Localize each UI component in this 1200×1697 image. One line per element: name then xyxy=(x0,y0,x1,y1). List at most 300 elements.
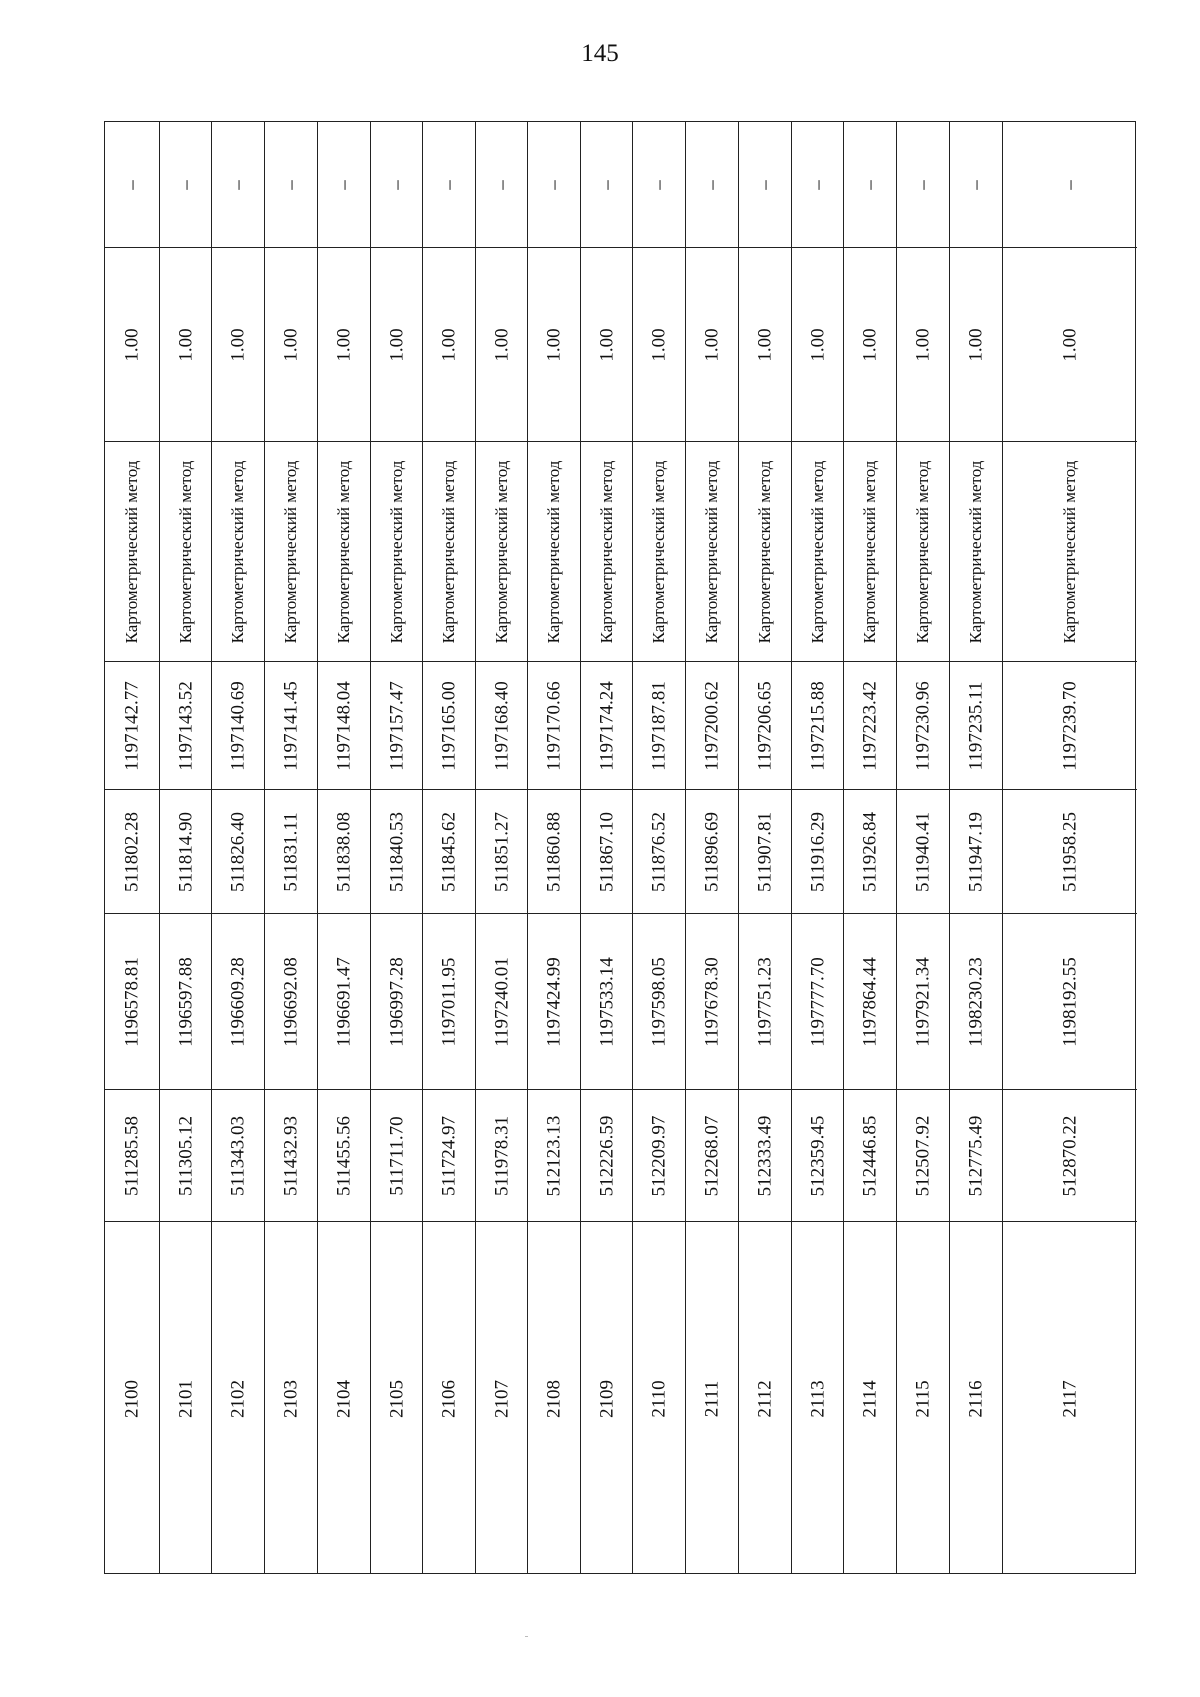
y2-text: 1197143.52 xyxy=(175,680,196,771)
x2-cell xyxy=(844,790,896,914)
y1-cell xyxy=(423,914,475,1090)
y1-text: 1196691.47 xyxy=(333,956,355,1047)
x2-text: 511860.88 xyxy=(543,811,565,892)
precision-cell xyxy=(265,248,317,442)
x1-text: 511305.12 xyxy=(175,1115,196,1196)
y1-cell xyxy=(528,914,580,1090)
x2-cell xyxy=(212,790,264,914)
precision-cell xyxy=(212,248,264,442)
method-cell xyxy=(371,442,422,662)
precision-cell xyxy=(528,248,580,442)
note-text: – xyxy=(333,179,355,190)
x1-cell xyxy=(633,1090,685,1222)
x2-text: 511916.29 xyxy=(807,811,828,892)
point-id-cell xyxy=(265,1222,317,1575)
x1-text: 511455.56 xyxy=(333,1115,355,1196)
x1-cell xyxy=(265,1090,317,1222)
x1-text: 512870.22 xyxy=(1059,1115,1081,1196)
precision-text: 1.00 xyxy=(912,327,934,362)
y1-cell xyxy=(581,914,632,1090)
y2-cell xyxy=(160,662,211,790)
y2-cell xyxy=(528,662,580,790)
precision-text: 1.00 xyxy=(491,327,512,362)
y1-cell xyxy=(1003,914,1137,1090)
x1-cell xyxy=(476,1090,527,1222)
point-id-cell xyxy=(371,1222,422,1575)
precision-cell xyxy=(686,248,738,442)
y1-text: 1197678.30 xyxy=(701,956,723,1047)
x1-cell xyxy=(844,1090,896,1222)
note-cell xyxy=(686,122,738,248)
y2-text: 1197141.45 xyxy=(280,680,302,771)
x2-cell xyxy=(633,790,685,914)
point-id-text: 2109 xyxy=(596,1379,617,1418)
method-text: Картометрический метод xyxy=(439,460,459,643)
note-text: – xyxy=(912,179,934,190)
table-row xyxy=(423,122,476,1573)
x2-cell xyxy=(371,790,422,914)
method-cell xyxy=(1003,442,1137,662)
method-text: Картометрический метод xyxy=(281,460,301,643)
y2-text: 1197187.81 xyxy=(648,680,670,771)
table-row xyxy=(212,122,265,1573)
method-cell xyxy=(633,442,685,662)
note-cell xyxy=(371,122,422,248)
y1-text: 1197751.23 xyxy=(754,956,776,1047)
method-cell xyxy=(739,442,791,662)
y2-text: 1197142.77 xyxy=(121,680,143,771)
note-text: – xyxy=(227,179,249,190)
precision-cell xyxy=(105,248,159,442)
precision-text: 1.00 xyxy=(807,327,828,362)
x1-cell xyxy=(581,1090,632,1222)
x2-cell xyxy=(105,790,159,914)
x1-cell xyxy=(739,1090,791,1222)
x2-cell xyxy=(739,790,791,914)
y1-cell xyxy=(160,914,211,1090)
point-id-text: 2114 xyxy=(859,1379,881,1418)
x2-cell xyxy=(1003,790,1137,914)
method-text: Картометрический метод xyxy=(1060,460,1080,643)
x2-text: 511826.40 xyxy=(227,811,249,892)
y2-cell xyxy=(844,662,896,790)
point-id-cell xyxy=(581,1222,632,1575)
x2-cell xyxy=(318,790,370,914)
x2-text: 511926.84 xyxy=(859,811,881,892)
precision-cell xyxy=(423,248,475,442)
precision-cell xyxy=(1003,248,1137,442)
note-text: – xyxy=(543,179,565,190)
point-id-cell xyxy=(318,1222,370,1575)
x2-cell xyxy=(581,790,632,914)
point-id-cell xyxy=(739,1222,791,1575)
page-number: 145 xyxy=(581,40,619,67)
x1-text: 512507.92 xyxy=(912,1115,934,1196)
method-cell xyxy=(792,442,843,662)
y2-cell xyxy=(105,662,159,790)
y1-text: 1197777.70 xyxy=(807,956,828,1047)
precision-text: 1.00 xyxy=(175,327,196,362)
x2-cell xyxy=(792,790,843,914)
table-row xyxy=(792,122,844,1573)
y1-cell xyxy=(318,914,370,1090)
method-text: Картометрический метод xyxy=(491,460,511,643)
precision-text: 1.00 xyxy=(965,327,987,362)
point-id-cell xyxy=(844,1222,896,1575)
y1-text: 1197864.44 xyxy=(859,956,881,1047)
y2-cell xyxy=(212,662,264,790)
table-row xyxy=(897,122,950,1573)
y1-cell xyxy=(212,914,264,1090)
x1-cell xyxy=(897,1090,949,1222)
table-row xyxy=(160,122,212,1573)
y1-cell xyxy=(844,914,896,1090)
point-id-cell xyxy=(212,1222,264,1575)
method-text: Картометрический метод xyxy=(966,460,986,643)
x2-text: 511907.81 xyxy=(754,811,776,892)
note-text: – xyxy=(491,179,512,190)
point-id-text: 2108 xyxy=(543,1379,565,1418)
y1-text: 1196997.28 xyxy=(386,956,407,1047)
table-row xyxy=(371,122,423,1573)
y2-text: 1197235.11 xyxy=(965,681,987,770)
method-cell xyxy=(160,442,211,662)
method-cell xyxy=(265,442,317,662)
y2-cell xyxy=(1003,662,1137,790)
table-row xyxy=(265,122,318,1573)
point-id-text: 2105 xyxy=(386,1379,407,1418)
x1-text: 512446.85 xyxy=(859,1115,881,1196)
method-cell xyxy=(476,442,527,662)
method-cell xyxy=(423,442,475,662)
x1-text: 512775.49 xyxy=(965,1115,987,1196)
x1-cell xyxy=(792,1090,843,1222)
method-text: Картометрический метод xyxy=(386,460,406,643)
point-id-cell xyxy=(792,1222,843,1575)
point-id-text: 2117 xyxy=(1059,1379,1081,1418)
precision-cell xyxy=(739,248,791,442)
x1-cell xyxy=(318,1090,370,1222)
note-text: – xyxy=(1059,179,1081,190)
note-cell xyxy=(739,122,791,248)
note-text: – xyxy=(754,179,776,190)
point-id-text: 2106 xyxy=(438,1379,460,1418)
x2-cell xyxy=(423,790,475,914)
point-id-text: 2103 xyxy=(280,1379,302,1418)
y1-cell xyxy=(633,914,685,1090)
point-id-cell xyxy=(423,1222,475,1575)
note-text: – xyxy=(965,179,987,190)
y1-cell xyxy=(371,914,422,1090)
y1-cell xyxy=(950,914,1002,1090)
note-cell xyxy=(423,122,475,248)
y2-text: 1197200.62 xyxy=(701,680,723,771)
x2-cell xyxy=(160,790,211,914)
y1-cell xyxy=(265,914,317,1090)
note-text: – xyxy=(701,179,723,190)
x1-text: 512226.59 xyxy=(596,1115,617,1196)
y2-cell xyxy=(423,662,475,790)
y1-text: 1196597.88 xyxy=(175,956,196,1047)
x2-text: 511851.27 xyxy=(491,811,512,892)
table-row xyxy=(476,122,528,1573)
x2-text: 511831.11 xyxy=(280,811,302,892)
point-id-cell xyxy=(950,1222,1002,1575)
x1-text: 512333.49 xyxy=(754,1115,776,1196)
precision-text: 1.00 xyxy=(280,327,302,362)
precision-text: 1.00 xyxy=(754,327,776,362)
y1-cell xyxy=(897,914,949,1090)
x1-cell xyxy=(528,1090,580,1222)
precision-cell xyxy=(792,248,843,442)
y2-cell xyxy=(897,662,949,790)
y1-cell xyxy=(105,914,159,1090)
method-cell xyxy=(950,442,1002,662)
note-cell xyxy=(844,122,896,248)
table-row xyxy=(105,122,160,1573)
x2-cell xyxy=(265,790,317,914)
method-cell xyxy=(844,442,896,662)
y2-text: 1197140.69 xyxy=(227,680,249,771)
method-cell xyxy=(581,442,632,662)
method-text: Картометрический метод xyxy=(596,460,616,643)
x1-text: 511432.93 xyxy=(280,1115,302,1196)
note-cell xyxy=(581,122,632,248)
x1-cell xyxy=(160,1090,211,1222)
note-cell xyxy=(265,122,317,248)
table-row xyxy=(686,122,739,1573)
precision-text: 1.00 xyxy=(543,327,565,362)
precision-text: 1.00 xyxy=(701,327,723,362)
point-id-text: 2110 xyxy=(648,1379,670,1418)
note-cell xyxy=(1003,122,1137,248)
method-cell xyxy=(897,442,949,662)
x1-cell xyxy=(1003,1090,1137,1222)
note-cell xyxy=(476,122,527,248)
precision-cell xyxy=(950,248,1002,442)
method-cell xyxy=(686,442,738,662)
note-cell xyxy=(212,122,264,248)
y1-text: 1198230.23 xyxy=(965,956,987,1047)
x2-text: 511838.08 xyxy=(333,811,355,892)
table-row xyxy=(581,122,633,1573)
x2-text: 511947.19 xyxy=(965,811,987,892)
y1-text: 1196692.08 xyxy=(280,956,302,1047)
x1-text: 512209.97 xyxy=(648,1115,670,1196)
precision-cell xyxy=(844,248,896,442)
note-cell xyxy=(528,122,580,248)
point-id-text: 2116 xyxy=(965,1379,987,1418)
note-cell xyxy=(633,122,685,248)
y2-text: 1197215.88 xyxy=(807,680,828,771)
method-text: Картометрический метод xyxy=(755,460,775,643)
x2-text: 511802.28 xyxy=(121,811,143,892)
y2-text: 1197168.40 xyxy=(491,680,512,771)
method-text: Картометрический метод xyxy=(175,460,195,643)
precision-text: 1.00 xyxy=(333,327,355,362)
x1-cell xyxy=(212,1090,264,1222)
y2-cell xyxy=(318,662,370,790)
precision-cell xyxy=(633,248,685,442)
x1-cell xyxy=(686,1090,738,1222)
x1-text: 511724.97 xyxy=(438,1115,460,1196)
y2-text: 1197170.66 xyxy=(543,680,565,771)
method-text: Картометрический метод xyxy=(122,460,142,643)
x2-text: 511896.69 xyxy=(701,811,723,892)
x2-text: 511940.41 xyxy=(912,811,934,892)
point-id-text: 2100 xyxy=(121,1379,143,1418)
x2-text: 511867.10 xyxy=(596,811,617,892)
x2-cell xyxy=(476,790,527,914)
method-cell xyxy=(318,442,370,662)
precision-text: 1.00 xyxy=(1059,327,1081,362)
note-cell xyxy=(160,122,211,248)
precision-cell xyxy=(371,248,422,442)
x1-text: 512123.13 xyxy=(543,1115,565,1196)
note-text: – xyxy=(438,179,460,190)
y2-text: 1197223.42 xyxy=(859,680,881,771)
method-cell xyxy=(528,442,580,662)
y2-cell xyxy=(633,662,685,790)
point-id-text: 2102 xyxy=(227,1379,249,1418)
x1-text: 511711.70 xyxy=(386,1115,407,1196)
y2-cell xyxy=(581,662,632,790)
note-cell xyxy=(105,122,159,248)
y1-cell xyxy=(739,914,791,1090)
y2-text: 1197239.70 xyxy=(1059,680,1081,771)
precision-cell xyxy=(581,248,632,442)
x1-cell xyxy=(950,1090,1002,1222)
table-grid xyxy=(105,122,1135,1573)
point-id-cell xyxy=(1003,1222,1137,1575)
y1-text: 1196609.28 xyxy=(227,956,249,1047)
y1-cell xyxy=(686,914,738,1090)
x1-text: 511343.03 xyxy=(227,1115,249,1196)
point-id-text: 2115 xyxy=(912,1379,934,1418)
y2-text: 1197206.65 xyxy=(754,680,776,771)
method-text: Картометрический метод xyxy=(913,460,933,643)
method-text: Картометрический метод xyxy=(228,460,248,643)
y1-text: 1197921.34 xyxy=(912,956,934,1047)
table-row xyxy=(528,122,581,1573)
precision-cell xyxy=(160,248,211,442)
point-id-text: 2107 xyxy=(491,1379,512,1418)
y1-text: 1196578.81 xyxy=(121,956,143,1047)
x2-text: 511814.90 xyxy=(175,811,196,892)
table-row xyxy=(318,122,371,1573)
table-row xyxy=(633,122,686,1573)
point-id-text: 2112 xyxy=(754,1379,776,1418)
point-id-cell xyxy=(686,1222,738,1575)
coordinates-table xyxy=(104,121,1136,1574)
x2-text: 511845.62 xyxy=(438,811,460,892)
y2-text: 1197148.04 xyxy=(333,680,355,771)
y1-text: 1197533.14 xyxy=(596,956,617,1047)
x1-text: 511978.31 xyxy=(491,1115,512,1196)
table-row xyxy=(844,122,897,1573)
y2-cell xyxy=(476,662,527,790)
precision-text: 1.00 xyxy=(227,327,249,362)
note-text: – xyxy=(280,179,302,190)
note-cell xyxy=(950,122,1002,248)
note-text: – xyxy=(807,179,828,190)
note-cell xyxy=(792,122,843,248)
y1-text: 1198192.55 xyxy=(1059,956,1081,1047)
method-cell xyxy=(212,442,264,662)
method-text: Картометрический метод xyxy=(544,460,564,643)
point-id-cell xyxy=(476,1222,527,1575)
point-id-text: 2104 xyxy=(333,1379,355,1418)
precision-text: 1.00 xyxy=(596,327,617,362)
point-id-cell xyxy=(897,1222,949,1575)
method-text: Картометрический метод xyxy=(860,460,880,643)
x2-cell xyxy=(686,790,738,914)
y2-cell xyxy=(686,662,738,790)
y2-cell xyxy=(792,662,843,790)
precision-text: 1.00 xyxy=(648,327,670,362)
x1-cell xyxy=(105,1090,159,1222)
scan-speck xyxy=(525,1636,528,1637)
x1-text: 512359.45 xyxy=(807,1115,828,1196)
y1-text: 1197240.01 xyxy=(491,956,512,1047)
method-text: Картометрический метод xyxy=(807,460,827,643)
y2-cell xyxy=(950,662,1002,790)
x1-cell xyxy=(371,1090,422,1222)
method-cell xyxy=(105,442,159,662)
table-row xyxy=(950,122,1003,1573)
x2-cell xyxy=(950,790,1002,914)
precision-cell xyxy=(897,248,949,442)
point-id-text: 2101 xyxy=(175,1379,196,1418)
point-id-cell xyxy=(160,1222,211,1575)
note-cell xyxy=(897,122,949,248)
point-id-text: 2111 xyxy=(701,1380,723,1417)
point-id-cell xyxy=(633,1222,685,1575)
precision-cell xyxy=(318,248,370,442)
method-text: Картометрический метод xyxy=(702,460,722,643)
note-text: – xyxy=(648,179,670,190)
note-text: – xyxy=(386,179,407,190)
x2-cell xyxy=(897,790,949,914)
precision-text: 1.00 xyxy=(859,327,881,362)
x1-cell xyxy=(423,1090,475,1222)
note-text: – xyxy=(859,179,881,190)
y2-text: 1197174.24 xyxy=(596,680,617,771)
precision-text: 1.00 xyxy=(121,327,143,362)
x2-text: 511876.52 xyxy=(648,811,670,892)
table-row xyxy=(1003,122,1137,1573)
table-row xyxy=(739,122,792,1573)
x1-text: 512268.07 xyxy=(701,1115,723,1196)
method-text: Картометрический метод xyxy=(649,460,669,643)
y1-text: 1197424.99 xyxy=(543,956,565,1047)
method-text: Картометрический метод xyxy=(334,460,354,643)
x2-cell xyxy=(528,790,580,914)
y2-cell xyxy=(739,662,791,790)
x2-text: 511958.25 xyxy=(1059,811,1081,892)
y2-text: 1197230.96 xyxy=(912,680,934,771)
y2-cell xyxy=(371,662,422,790)
x1-text: 511285.58 xyxy=(121,1115,143,1196)
y2-text: 1197157.47 xyxy=(386,680,407,771)
note-text: – xyxy=(121,179,143,190)
precision-cell xyxy=(476,248,527,442)
y1-cell xyxy=(792,914,843,1090)
point-id-cell xyxy=(105,1222,159,1575)
y1-text: 1197011.95 xyxy=(438,957,460,1046)
x2-text: 511840.53 xyxy=(386,811,407,892)
y2-cell xyxy=(265,662,317,790)
